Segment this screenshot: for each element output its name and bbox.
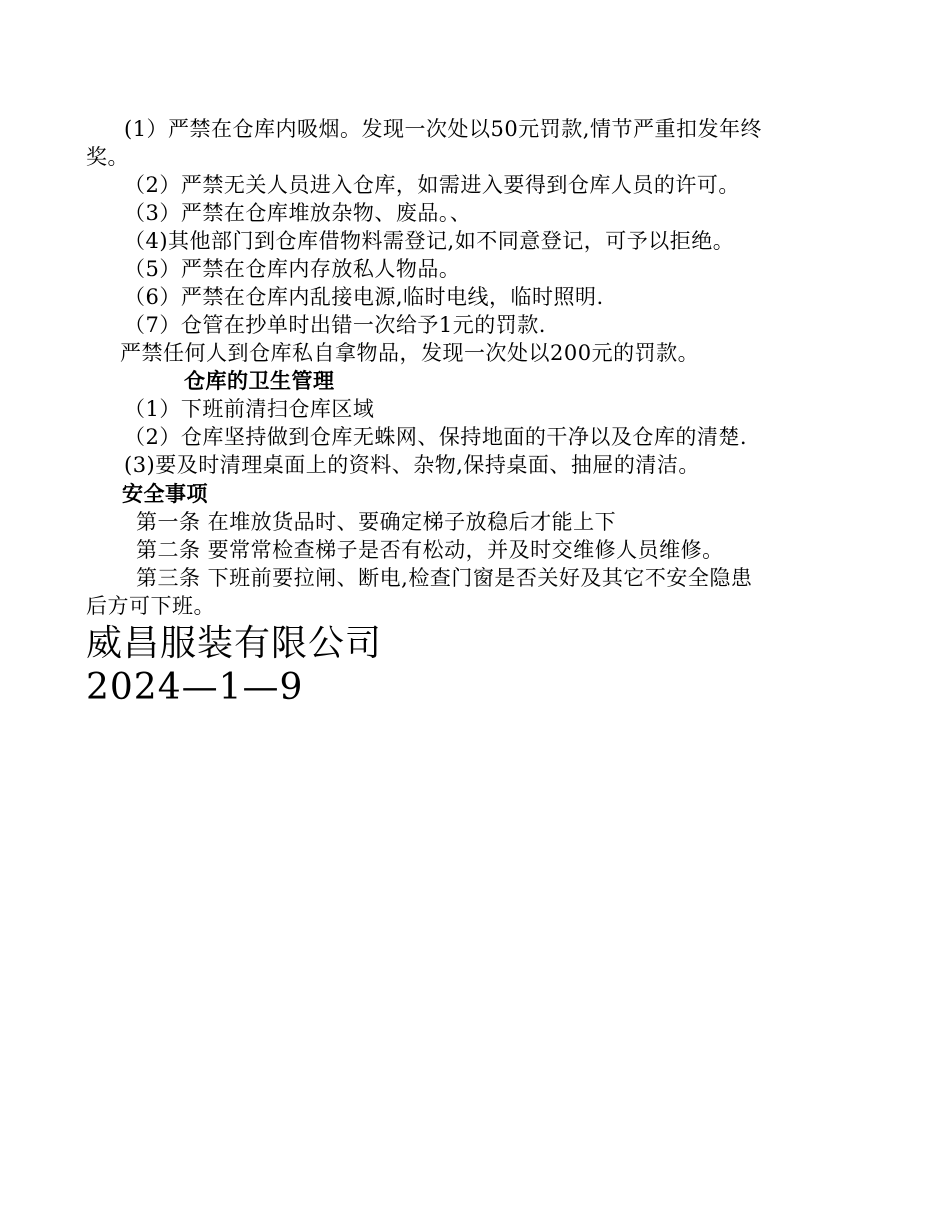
- safety-item-3: 第三条 下班前要拉闸、断电,检查门窗是否关好及其它不安全隐患: [136, 566, 753, 590]
- rule-line-1: (1）严禁在仓库内吸烟。发现一次处以50元罚款,情节严重扣发年终: [124, 117, 762, 141]
- rule-line-1-cont: 奖。: [86, 145, 129, 169]
- rule-line-3: （3）严禁在仓库堆放杂物、废品。、: [124, 201, 472, 225]
- safety-item-1: 第一条 在堆放货品时、要确定梯子放稳后才能上下: [136, 510, 617, 534]
- safety-item-3-cont: 后方可下班。: [86, 594, 215, 618]
- hygiene-item-2: （2）仓库坚持做到仓库无蛛网、保持地面的干净以及仓库的清楚.: [124, 425, 748, 449]
- company-name: 威昌服装有限公司: [86, 623, 383, 664]
- hygiene-heading: 仓库的卫生管理: [184, 368, 335, 393]
- safety-item-2: 第二条 要常常检查梯子是否有松动，并及时交维修人员维修。: [136, 538, 724, 562]
- signature-date: 2024—1—9: [86, 667, 304, 708]
- rule-line-6: （6）严禁在仓库内乱接电源,临时电线，临时照明.: [124, 285, 604, 309]
- rule-line-5: （5）严禁在仓库内存放私人物品。: [124, 257, 461, 281]
- rule-line-2: （2）严禁无关人员进入仓库，如需进入要得到仓库人员的许可。: [124, 173, 740, 197]
- hygiene-item-3: (3)要及时清理桌面上的资料、杂物,保持桌面、抽屉的清洁。: [124, 453, 700, 477]
- safety-heading: 安全事项: [122, 481, 208, 506]
- rule-line-4: （4)其他部门到仓库借物料需登记,如不同意登记，可予以拒绝。: [124, 229, 735, 253]
- hygiene-item-1: （1）下班前清扫仓库区域: [124, 397, 375, 421]
- rule-line-general: 严禁任何人到仓库私自拿物品，发现一次处以200元的罚款。: [120, 341, 700, 365]
- rule-line-7: （7）仓管在抄单时出错一次给予1元的罚款.: [124, 313, 546, 337]
